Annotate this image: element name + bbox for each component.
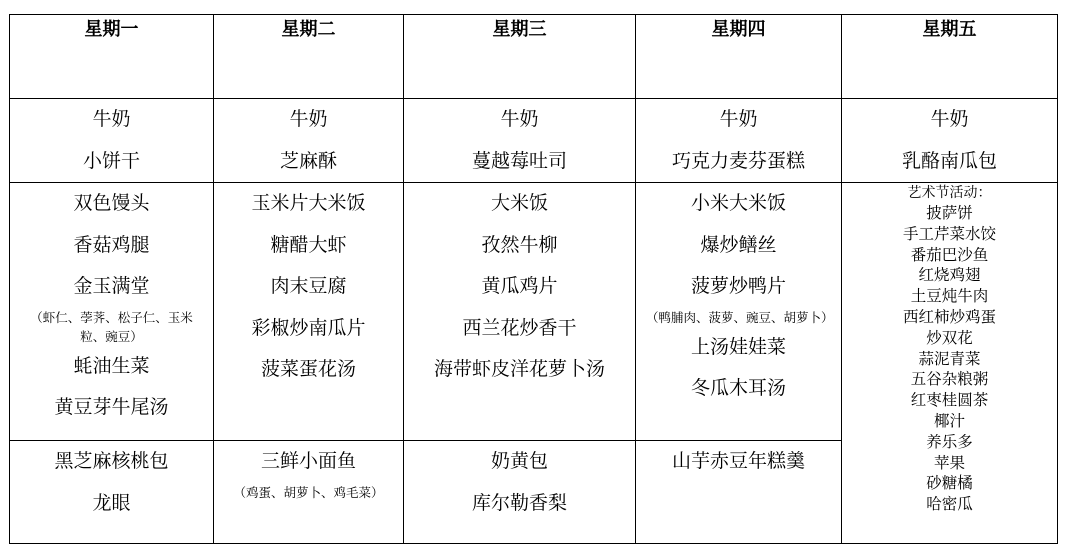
menu-item: 黄瓜鸡片 [481, 275, 558, 297]
menu-item: 金玉满堂 [73, 275, 150, 297]
menu-item: 玉米片大米饭 [251, 192, 366, 214]
menu-item: 椰汁 [933, 411, 965, 430]
ingredient-note: （虾仁、荸荠、松子仁、玉米粒、豌豆） [30, 309, 193, 344]
lunch-wednesday [404, 183, 636, 441]
menu-item: 彩椒炒南瓜片 [251, 316, 366, 339]
menu-item: 爆炒鳝丝 [700, 233, 777, 256]
menu-item: 小饼干 [82, 149, 140, 172]
ingredient-note: （鸭脯肉、菠萝、豌豆、胡萝卜） [646, 309, 834, 325]
menu-item: 牛奶 [930, 108, 969, 130]
lunch-friday-art-festival [842, 183, 1058, 544]
day-thursday: 星期四 [636, 15, 842, 99]
menu-item: 五谷杂粮粥 [910, 370, 989, 389]
menu-item: 香菇鸡腿 [73, 233, 150, 256]
menu-item: 炒双花 [926, 328, 973, 347]
art-festival-title: 艺术节活动： [907, 185, 992, 201]
menu-item: 海带虾皮洋花萝卜汤 [433, 358, 605, 380]
menu-item: 菠萝炒鸭片 [690, 275, 786, 297]
breakfast-row [10, 99, 1058, 183]
menu-item: 土豆炖牛肉 [910, 287, 989, 306]
menu-item: 红枣桂圆茶 [910, 391, 989, 410]
menu-item: 红烧鸡翅 [918, 266, 981, 285]
menu-item: 番茄巴沙鱼 [910, 245, 989, 264]
ingredient-note: （鸡蛋、胡萝卜、鸡毛菜） [233, 484, 384, 500]
lunch-thursday [636, 183, 842, 441]
menu-item: 手工芹菜水饺 [902, 224, 996, 243]
menu-item: 库尔勒香梨 [471, 491, 567, 514]
menu-item: 苹果 [933, 453, 965, 472]
menu-item: 蔓越莓吐司 [471, 149, 567, 172]
menu-item: 冬瓜木耳汤 [690, 377, 786, 399]
menu-item: 孜然牛柳 [481, 233, 558, 256]
header-row [10, 15, 1058, 99]
menu-item: 牛奶 [289, 108, 328, 130]
menu-item: 黑芝麻核桃包 [54, 450, 169, 472]
breakfast-friday [842, 99, 1058, 183]
breakfast-monday [10, 99, 214, 183]
breakfast-wednesday [404, 99, 636, 183]
menu-item: 芝麻酥 [279, 149, 337, 172]
snack-tuesday [214, 441, 404, 544]
menu-item: 菠菜蛋花汤 [260, 358, 356, 380]
menu-item: 肉末豆腐 [270, 275, 347, 297]
day-tuesday: 星期二 [214, 15, 404, 99]
lunch-monday [10, 183, 214, 441]
menu-item: 乳酪南瓜包 [901, 149, 997, 172]
menu-item: 大米饭 [490, 192, 548, 214]
menu-item: 西兰花炒香干 [462, 316, 577, 339]
snack-wednesday [404, 441, 636, 544]
snack-monday [10, 441, 214, 544]
menu-item: 巧克力麦芬蛋糕 [671, 149, 805, 172]
day-wednesday: 星期三 [404, 15, 636, 99]
menu-item: 奶黄包 [490, 450, 548, 472]
menu-item: 牛奶 [719, 108, 758, 130]
menu-item: 牛奶 [500, 108, 539, 130]
menu-item: 三鲜小面鱼 [260, 450, 356, 472]
lunch-tuesday [214, 183, 404, 441]
menu-item: 西红柿炒鸡蛋 [902, 307, 996, 326]
snack-thursday [636, 441, 842, 544]
day-monday: 星期一 [10, 15, 214, 99]
menu-item: 糖醋大虾 [270, 233, 347, 256]
menu-item: 蒜泥青菜 [918, 349, 981, 368]
menu-item: 小米大米饭 [690, 192, 786, 214]
menu-item: 牛奶 [92, 108, 131, 130]
menu-item: 披萨饼 [926, 204, 973, 222]
menu-item: 砂糖橘 [926, 474, 973, 493]
breakfast-thursday [636, 99, 842, 183]
menu-item: 龙眼 [92, 491, 131, 514]
menu-item: 养乐多 [926, 432, 973, 451]
menu-item: 上汤娃娃菜 [690, 335, 786, 358]
day-friday: 星期五 [842, 15, 1058, 99]
menu-item: 山芋赤豆年糕羹 [671, 450, 805, 472]
menu-item: 双色馒头 [73, 192, 150, 214]
breakfast-tuesday [214, 99, 404, 183]
weekly-menu-table [9, 14, 1058, 544]
lunch-row [10, 183, 1058, 441]
menu-item: 哈密瓜 [926, 495, 973, 514]
menu-item: 黄豆芽牛尾汤 [54, 396, 169, 418]
menu-item: 蚝油生菜 [73, 354, 150, 377]
